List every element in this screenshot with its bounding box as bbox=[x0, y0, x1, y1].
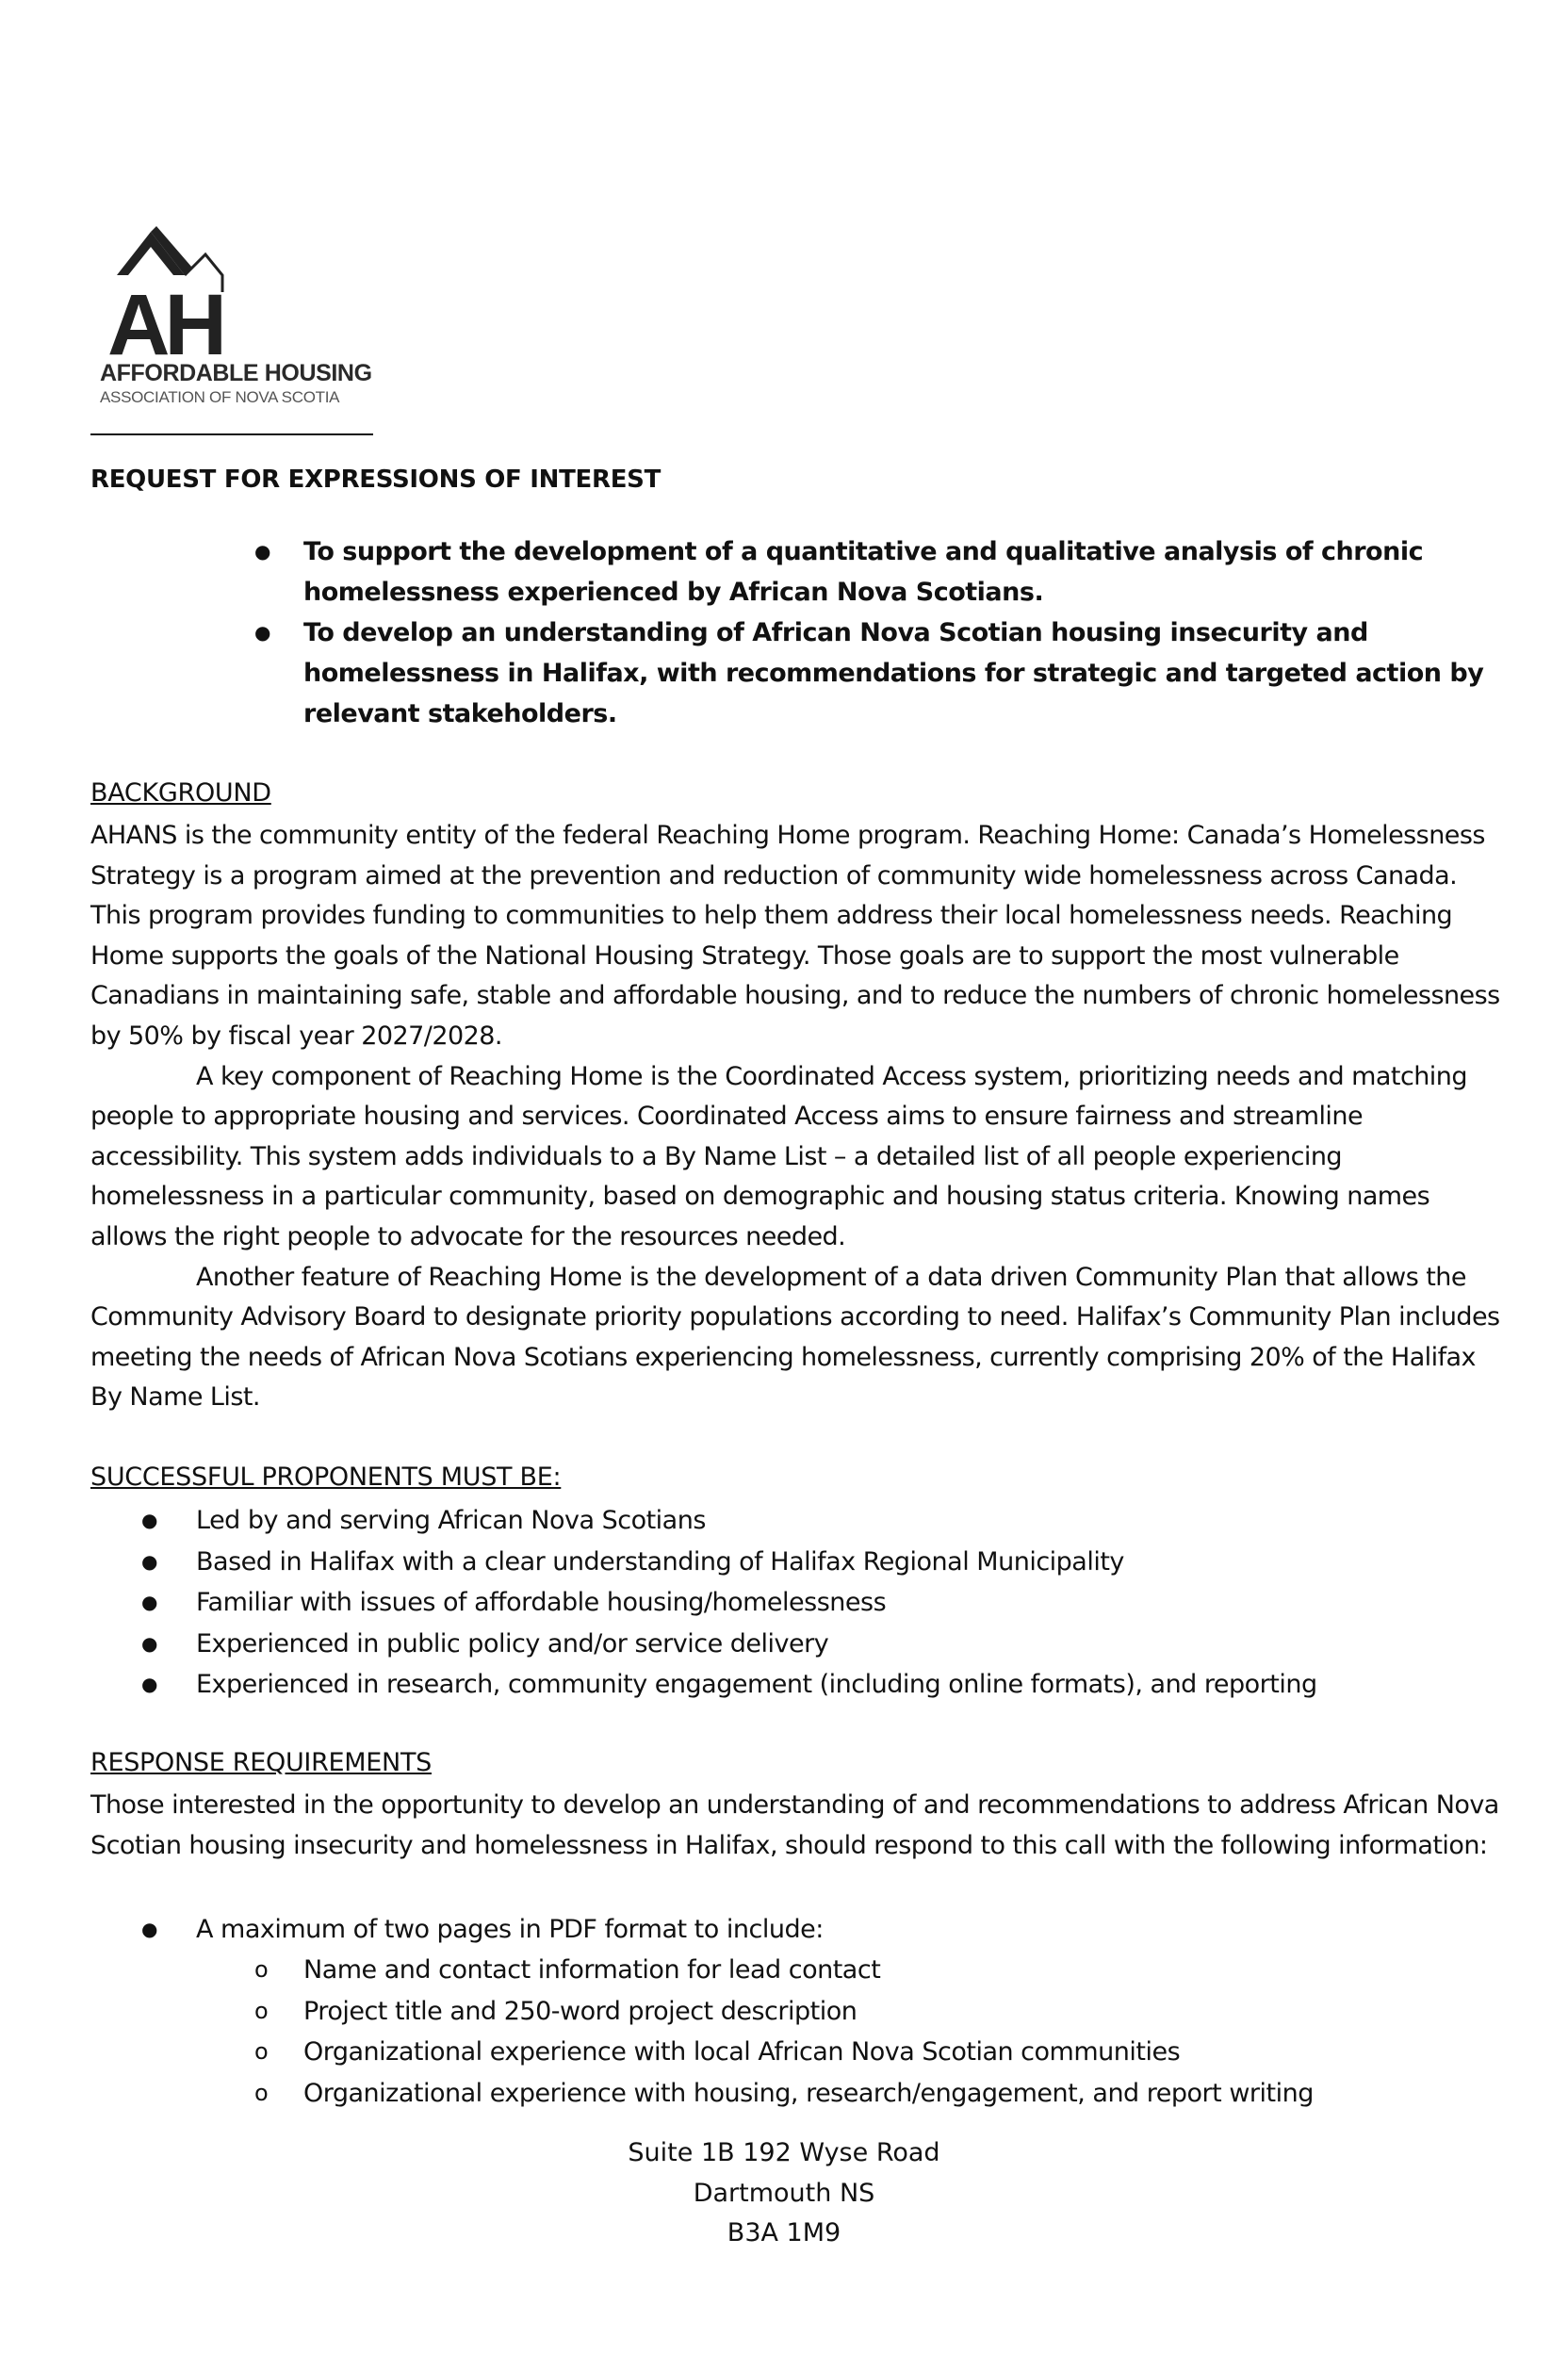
bullet-icon: ● bbox=[141, 1591, 157, 1613]
response-sublist bbox=[254, 1950, 1498, 2114]
circle-bullet-icon: o bbox=[254, 2038, 269, 2065]
bullet-icon: ● bbox=[141, 1509, 157, 1531]
background-paragraph: A key component of Reaching Home is the Coordinated Access system, prioritizing needs and matching people to appropriate housing and services. Coordinated Access aims to ensure fairness and streamline accessibility. This system adds individuals to a By Name List – a detailed list of all people experiencing homelessness in a particular community, based on demographic and housing status criteria. Knowing names allows the right people to advocate for the resources needed. bbox=[90, 1061, 1467, 1251]
objective-item: ● To develop an understanding of African Nova Scotian housing insecurity and homelessness in Halifax, with recommendations for strategic and targeted action by relevant stakeholders. bbox=[254, 613, 1508, 734]
bullet-icon: ● bbox=[141, 1673, 157, 1695]
ahans-logo bbox=[94, 226, 377, 406]
house-logo-icon bbox=[94, 226, 283, 358]
bullet-icon: ● bbox=[141, 1631, 157, 1655]
list-item: ● Based in Halifax with a clear understanding of Halifax Regional Municipality bbox=[141, 1542, 1498, 1583]
list-item: o Organizational experience with housing, research/engagement, and report writing bbox=[254, 2073, 1498, 2115]
response-intro: Those interested in the opportunity to develop an understanding of and recommendations to address African Nova Scotian housing insecurity and homelessness in Halifax, should respond to this call with the following information: bbox=[90, 1790, 1499, 1860]
list-item: ● Familiar with issues of affordable housing/homelessness bbox=[141, 1582, 1498, 1624]
circle-bullet-icon: o bbox=[254, 2079, 269, 2106]
background-heading: BACKGROUND bbox=[90, 778, 271, 808]
address-line: Dartmouth NS bbox=[693, 2178, 875, 2208]
background-paragraph: Another feature of Reaching Home is the development of a data driven Community Plan that allows the Community Advisory Board to designate priority populations according to need. Halifax’s Community Plan includes meeting the needs of African Nova Scotians experiencing homelessness, currently comprising 20% of the Halifax By Name List. bbox=[90, 1262, 1500, 1413]
list-item: ● Experienced in public policy and/or service delivery bbox=[141, 1624, 1498, 1665]
list-item: o Organizational experience with local African Nova Scotian communities bbox=[254, 2032, 1498, 2073]
objectives-list bbox=[254, 531, 1508, 734]
header-divider bbox=[90, 433, 373, 435]
background-section bbox=[90, 816, 1504, 1418]
circle-bullet-icon: o bbox=[254, 1997, 269, 2024]
list-item: ● Experienced in research, community engagement (including online formats), and reporting bbox=[141, 1664, 1498, 1706]
list-item: o Project title and 250-word project description bbox=[254, 1991, 1498, 2033]
bullet-icon: ● bbox=[141, 1918, 157, 1940]
list-item: o Name and contact information for lead contact bbox=[254, 1950, 1498, 1991]
logo-org-subtitle: ASSOCIATION OF NOVA SCOTIA bbox=[100, 388, 340, 406]
svg-text:AH: AH bbox=[107, 277, 221, 358]
footer-address bbox=[0, 2133, 1568, 2254]
list-item: ● A maximum of two pages in PDF format to include: bbox=[141, 1909, 1498, 1951]
document-title: REQUEST FOR EXPRESSIONS OF INTEREST bbox=[90, 466, 662, 494]
bullet-icon: ● bbox=[141, 1549, 157, 1573]
circle-bullet-icon: o bbox=[254, 1956, 269, 1983]
address-line: Suite 1B 192 Wyse Road bbox=[628, 2138, 940, 2167]
background-paragraph: AHANS is the community entity of the federal Reaching Home program. Reaching Home: Canada’s Homelessness Strategy is a program aimed at the prevention and reduction of community wide homelessness across Canada. This program provides funding to communities to help them address their local homelessness needs. Reaching Home supports the goals of the National Housing Strategy. Those goals are to support the most vulnerable Canadians in maintaining safe, stable and affordable housing, and to reduce the numbers of chronic homelessness by 50% by fiscal year 2027/2028. bbox=[90, 821, 1500, 1051]
proponents-heading: SUCCESSFUL PROPONENTS MUST BE: bbox=[90, 1462, 562, 1492]
objective-item: ● To support the development of a quantitative and qualitative analysis of chronic homelessness experienced by African Nova Scotians. bbox=[254, 531, 1508, 613]
address-line: B3A 1M9 bbox=[727, 2218, 841, 2247]
logo-org-name: AFFORDABLE HOUSING bbox=[100, 360, 372, 386]
proponents-list bbox=[141, 1500, 1498, 1706]
response-heading: RESPONSE REQUIREMENTS bbox=[90, 1748, 432, 1777]
bullet-icon: ● bbox=[254, 621, 270, 644]
response-list bbox=[141, 1909, 1498, 1951]
list-item: ● Led by and serving African Nova Scotians bbox=[141, 1500, 1498, 1542]
bullet-icon: ● bbox=[254, 540, 270, 563]
